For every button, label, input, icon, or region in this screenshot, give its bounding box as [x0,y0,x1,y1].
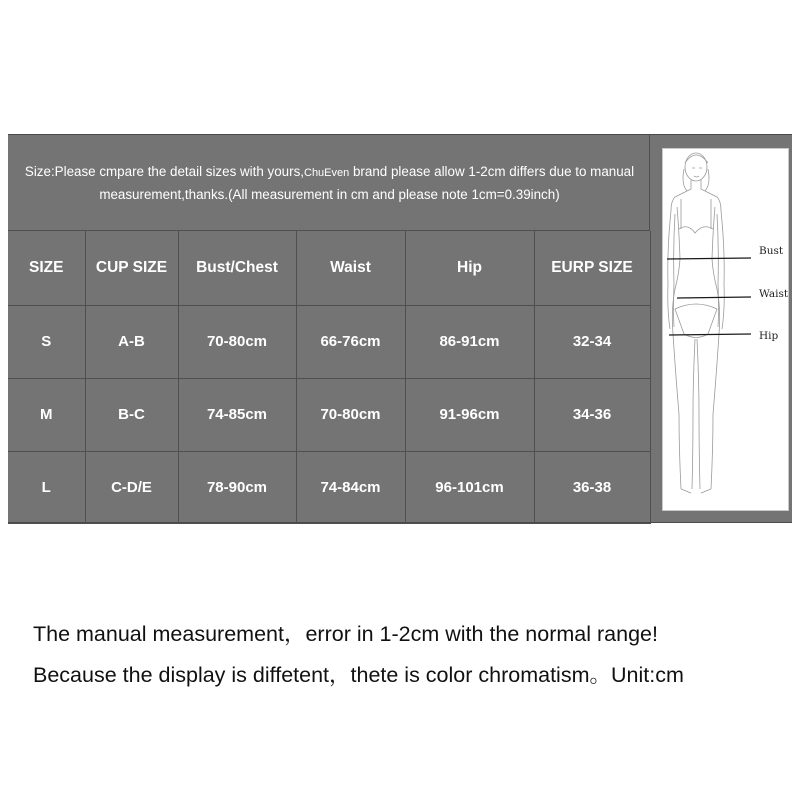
table-row [8,378,650,451]
footer-note-color: Because the display is diffetent，thete is color chromatism。Unit:cm [33,663,684,687]
size-notice [8,135,650,231]
header-hip: Hip [405,231,534,305]
header-cup-size: CUP SIZE [85,231,178,305]
cell-eurp-size: 32-34 [534,305,650,378]
table-header-row [8,231,650,305]
cell-cup-size: A-B [85,305,178,378]
cell-size: S [8,305,85,378]
cell-size: M [8,378,85,451]
cell-eurp-size: 34-36 [534,378,650,451]
cell-waist: 74-84cm [296,451,405,523]
table-row [8,451,650,523]
measurement-figure-panel [651,135,792,522]
cell-hip: 86-91cm [405,305,534,378]
brand-name: ChuEven [304,167,350,179]
cell-eurp-size: 36-38 [534,451,650,523]
cell-cup-size: B-C [85,378,178,451]
cell-cup-size: C-D/E [85,451,178,523]
header-bust-chest: Bust/Chest [178,231,296,305]
notice-text-start: Size:Please cmpare the detail sizes with yours, [24,164,304,179]
table-row [8,305,650,378]
bust-label: Bust [759,245,784,257]
size-chart [8,134,792,523]
cell-hip: 96-101cm [405,451,534,523]
measurement-figure [662,148,789,511]
cell-bust-chest: 78-90cm [178,451,296,523]
cell-hip: 91-96cm [405,378,534,451]
hip-label: Hip [759,330,779,342]
header-eurp-size: EURP SIZE [534,231,650,305]
cell-bust-chest: 70-80cm [178,305,296,378]
cell-waist: 70-80cm [296,378,405,451]
waist-label: Waist [759,288,789,300]
cell-waist: 66-76cm [296,305,405,378]
cell-size: L [8,451,85,523]
header-waist: Waist [296,231,405,305]
footer-note-measurement: The manual measurement，error in 1-2cm with the normal range! [33,622,658,646]
size-table [8,231,651,524]
cell-bust-chest: 74-85cm [178,378,296,451]
header-size: SIZE [8,231,85,305]
notice-text-end: brand please allow 1-2cm differs due to manual measurement,thanks.(All measurement in cm and please note 1cm=0.39inch) [99,164,635,202]
